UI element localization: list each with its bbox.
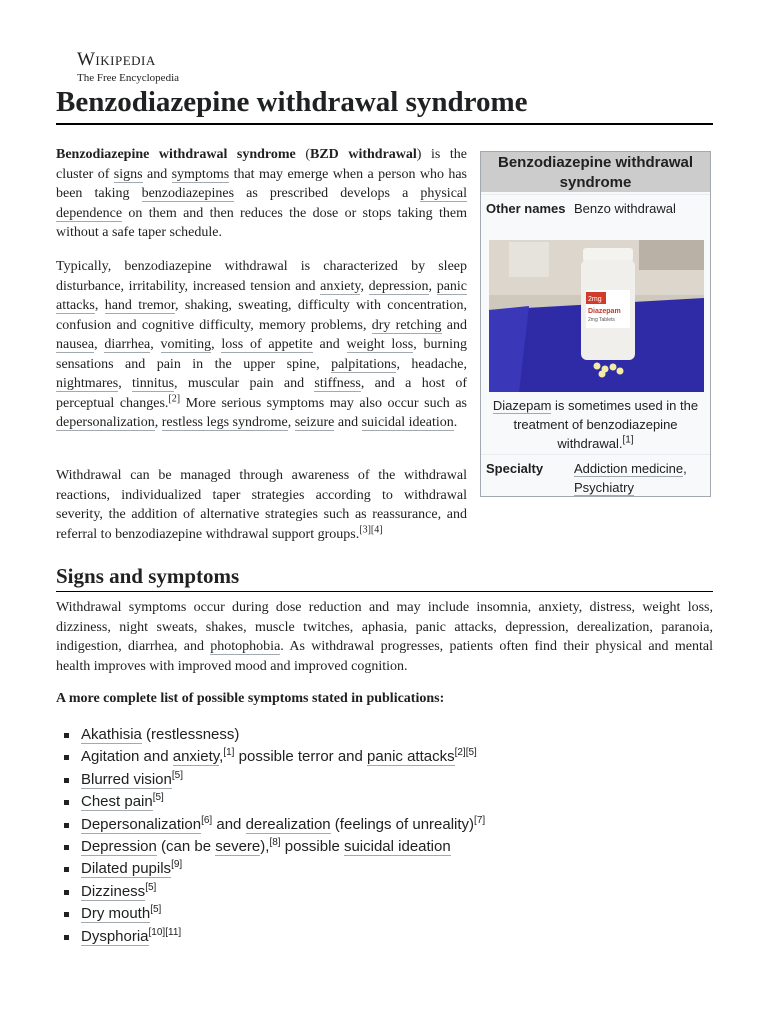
symptom-list-heading: A more complete list of possible symptoms stated in publications:: [56, 691, 445, 706]
list-item: [62, 724, 485, 746]
text: (feelings of unreality): [330, 815, 475, 833]
text: as prescribed develops a: [234, 186, 421, 201]
wikipedia-logo[interactable]: [77, 50, 179, 85]
reference-link[interactable]: [5]: [150, 904, 162, 916]
text: Withdrawal can be managed through awareness of the withdrawal reactions, individualized taper strategies according to withdrawal severity, the addition of alternative strategies such as reassurance, and referral to benzodiazepine withdrawal support groups.: [56, 468, 467, 542]
infobox-row-other-names: [481, 194, 710, 239]
link-depersonalization[interactable]: depersonalization: [56, 415, 155, 430]
reference-link[interactable]: [1]: [622, 434, 634, 446]
link-akathisia[interactable]: Akathisia: [81, 726, 142, 743]
link-anxiety[interactable]: anxiety: [320, 278, 361, 294]
text: ,: [428, 278, 437, 294]
section-divider: [56, 591, 713, 592]
link-addiction-medicine[interactable]: Addiction medicine: [574, 461, 684, 476]
text: ,: [211, 337, 222, 352]
text: and: [441, 317, 468, 333]
link-dry-retching[interactable]: dry retching: [371, 317, 442, 333]
reference-link[interactable]: [5]: [465, 747, 477, 759]
link-chest-pain[interactable]: Chest pain: [81, 793, 153, 811]
text: , muscular pain and: [174, 376, 315, 391]
intro-paragraph-1: [56, 145, 467, 243]
link-restless-legs-syndrome[interactable]: restless legs syndrome: [161, 415, 288, 430]
text: (: [295, 147, 310, 162]
list-item: [62, 836, 485, 858]
reference-link[interactable]: [5]: [152, 792, 164, 804]
text: ,: [94, 298, 105, 313]
intro-paragraph-2: [56, 257, 467, 433]
reference-link[interactable]: [2]: [454, 747, 466, 759]
text: and: [312, 337, 347, 352]
text: Typically, benzodiazepine withdrawal is characterized by sleep disturbance, irritability, increased tension and: [56, 259, 467, 294]
link-diarrhea[interactable]: diarrhea: [104, 337, 151, 352]
page-title: Benzodiazepine withdrawal syndrome: [56, 86, 528, 118]
text: , shaking, sweating, difficulty with concentration, confusion and cognitive difficulty, memory problems,: [56, 298, 467, 333]
link-depression[interactable]: Depression: [81, 837, 157, 855]
infobox-value: [574, 459, 704, 497]
list-item: [62, 881, 485, 903]
link-derealization[interactable]: derealization: [245, 815, 331, 833]
link-palpitations[interactable]: palpitations: [331, 356, 397, 372]
list-item: [62, 858, 485, 880]
reference-link[interactable]: [1]: [223, 747, 235, 759]
text: is sometimes used in the treatment of benzodiazepine withdrawal.: [513, 398, 699, 451]
link-symptoms[interactable]: symptoms: [171, 166, 230, 182]
link-seizure[interactable]: seizure: [294, 415, 335, 430]
link-depersonalization[interactable]: Depersonalization: [81, 815, 202, 833]
link-hand-tremor[interactable]: hand tremor: [104, 298, 176, 313]
text: ,: [118, 376, 133, 391]
link-nightmares[interactable]: nightmares: [56, 376, 119, 391]
lead-term: Benzodiazepine withdrawal syndrome: [56, 147, 296, 162]
text: ,: [683, 461, 687, 476]
text: ,: [154, 415, 162, 430]
infobox-image[interactable]: [489, 240, 704, 392]
text: , and a host of perceptual changes.: [56, 376, 468, 411]
link-dysphoria[interactable]: Dysphoria: [81, 927, 149, 945]
infobox-label: Other names: [486, 201, 566, 216]
list-item: [62, 769, 485, 791]
reference-link[interactable]: [7]: [474, 814, 486, 826]
link-signs[interactable]: signs: [113, 166, 143, 182]
bottle-sub-label: 2mg Tablets: [588, 317, 615, 323]
list-item: [62, 903, 485, 925]
link-photophobia[interactable]: photophobia: [210, 639, 281, 654]
text: and: [142, 166, 172, 182]
link-dizziness[interactable]: Dizziness: [81, 882, 146, 900]
link-stiffness[interactable]: stiffness: [314, 376, 361, 391]
infobox-caption: [485, 396, 706, 453]
list-item: [62, 926, 485, 948]
link-severe[interactable]: severe: [215, 837, 261, 855]
text: .: [453, 415, 458, 430]
link-weight-loss[interactable]: weight loss: [346, 337, 414, 352]
section-heading-signs-and-symptoms: Signs and symptoms: [56, 564, 240, 588]
text: ,: [219, 748, 224, 766]
link-vomiting[interactable]: vomiting: [160, 337, 212, 352]
text: ) is the cluster of: [56, 147, 468, 182]
signs-paragraph: [56, 598, 713, 676]
text: ,: [94, 337, 105, 352]
text: , burning sensations and pain in the upper spine,: [56, 337, 468, 372]
list-item: [62, 791, 485, 813]
infobox-row-specialty: [481, 454, 710, 497]
reference-link[interactable]: [3]: [359, 523, 371, 535]
link-psychiatry[interactable]: Psychiatry: [574, 480, 634, 495]
link-diazepam[interactable]: Diazepam: [492, 398, 552, 413]
link-depression[interactable]: depression: [368, 278, 429, 294]
text: More serious symptoms may also occur such as: [180, 395, 467, 411]
bottle-dose-label: 2mg: [588, 296, 602, 303]
text: possible: [280, 837, 344, 855]
diazepam-bottle-photo: [489, 240, 704, 392]
link-benzodiazepines[interactable]: benzodiazepines: [141, 186, 235, 201]
infobox-label: Specialty: [486, 461, 544, 476]
lead-abbr: BZD withdrawal: [310, 147, 417, 162]
infobox: [480, 151, 711, 497]
link-nausea[interactable]: nausea: [56, 337, 95, 352]
link-tinnitus[interactable]: tinnitus: [132, 376, 175, 391]
text: possible terror and: [234, 748, 368, 766]
text: ,: [287, 415, 295, 430]
reference-link[interactable]: [9]: [171, 859, 183, 871]
reference-link[interactable]: [11]: [165, 926, 182, 938]
intro-paragraph-3: [56, 466, 467, 544]
link-anxiety[interactable]: anxiety: [172, 748, 220, 766]
text: Withdrawal symptoms occur during dose reduction and may include insomnia, anxiety, distress, weight loss, dizziness, night sweats, shakes, muscle twitches, aphasia, panic attacks, depression, derealization, paranoia, indigestion, diarrhea, and: [56, 600, 713, 654]
link-dry-mouth[interactable]: Dry mouth: [81, 905, 151, 923]
wikipedia-wordmark: Wikipedia: [77, 49, 156, 70]
link-panic-attacks[interactable]: panic attacks: [367, 748, 455, 766]
text: and: [212, 815, 246, 833]
list-item: [62, 814, 485, 836]
wikipedia-tagline: The Free Encyclopedia: [77, 72, 180, 84]
reference-link[interactable]: [5]: [145, 881, 157, 893]
infobox-title: Benzodiazepine withdrawal syndrome: [481, 152, 710, 192]
link-suicidal-ideation[interactable]: suicidal ideation: [343, 837, 451, 855]
text: Agitation and: [81, 748, 173, 766]
text: (restlessness): [141, 726, 240, 743]
reference-link[interactable]: [5]: [171, 769, 183, 781]
link-blurred-vision[interactable]: Blurred vision: [81, 770, 172, 788]
reference-link[interactable]: [10]: [148, 926, 166, 938]
title-divider: [56, 123, 713, 125]
text: . As withdrawal progresses, patients often find their physical and mental health improves with improved mood and improved cognition.: [56, 639, 713, 674]
infobox-value: Benzo withdrawal: [574, 201, 676, 216]
reference-link[interactable]: [6]: [201, 814, 213, 826]
link-physical[interactable]: physical: [420, 186, 468, 201]
text: ,: [150, 337, 161, 352]
text: ,: [360, 278, 369, 294]
link-panic-attacks[interactable]: panic attacks: [56, 278, 468, 313]
link-dependence[interactable]: dependence: [56, 205, 123, 221]
bottle-drug-name: Diazepam: [588, 308, 621, 315]
reference-link[interactable]: [2]: [168, 392, 181, 404]
text: (can be: [156, 837, 216, 855]
reference-link[interactable]: [8]: [269, 836, 281, 848]
list-item: [62, 746, 485, 768]
text: , headache,: [396, 356, 467, 372]
text: ),: [260, 837, 270, 855]
link-dilated-pupils[interactable]: Dilated pupils: [81, 860, 172, 878]
reference-link[interactable]: [4]: [370, 523, 383, 535]
text: and: [334, 415, 362, 430]
symptom-list: [62, 724, 485, 948]
text: on them and then reduces the dose or stops taking them without a safe taper schedule.: [56, 205, 467, 240]
link-loss-of-appetite[interactable]: loss of appetite: [221, 337, 313, 352]
text: that may emerge when a person who has been taking: [56, 166, 468, 201]
link-suicidal-ideation[interactable]: suicidal ideation: [361, 415, 454, 430]
